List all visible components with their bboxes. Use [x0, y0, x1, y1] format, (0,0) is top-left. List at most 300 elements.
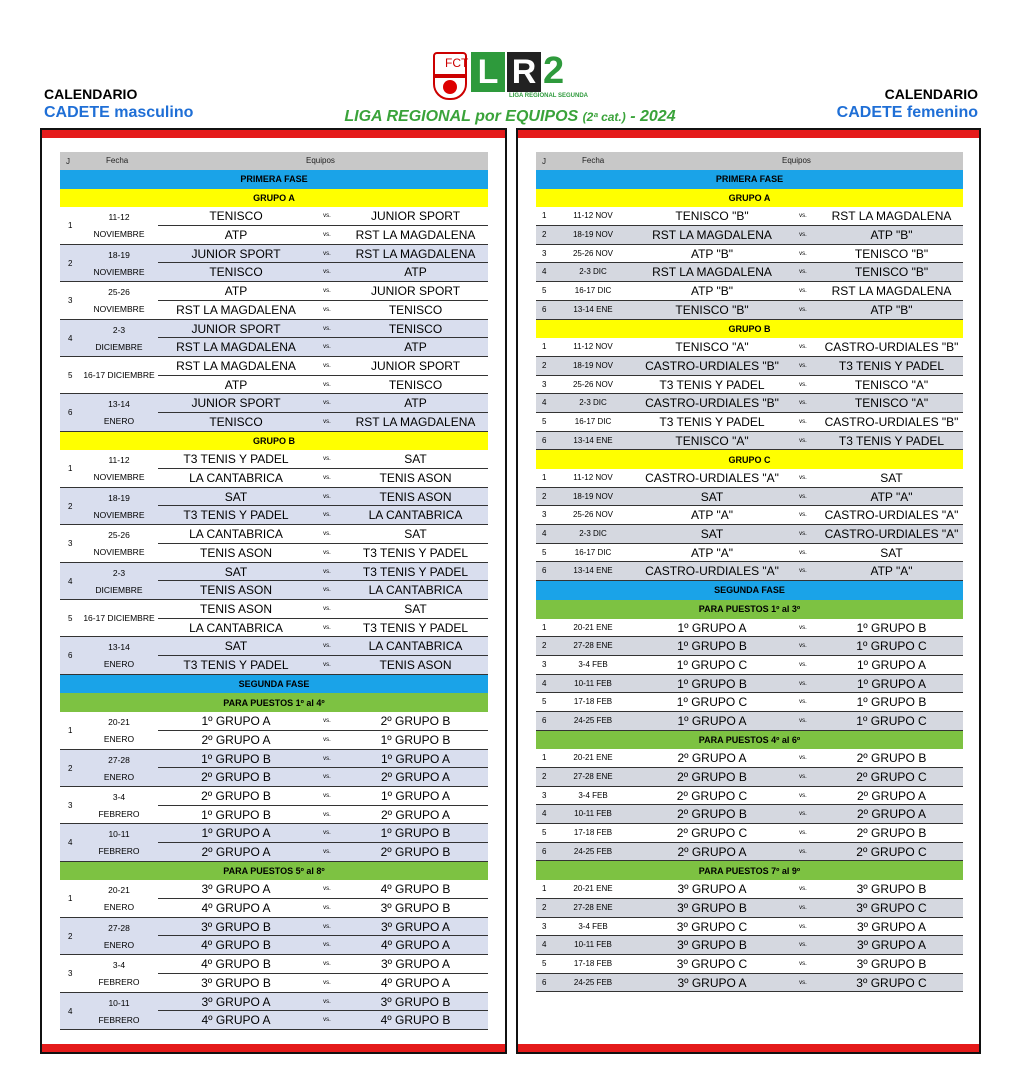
vs-label: vs. — [323, 718, 331, 725]
home-team: 3º GRUPO B — [201, 975, 271, 990]
matchday-date — [80, 714, 158, 748]
away-team: 2º GRUPO A — [380, 770, 451, 785]
match-row — [536, 338, 963, 357]
vs-label: vs. — [799, 512, 807, 519]
vs-label: vs. — [323, 213, 331, 220]
match-row — [536, 394, 963, 413]
vs-label: vs. — [799, 960, 807, 967]
matchday-date — [80, 565, 158, 599]
home-team: CASTRO-URDIALES "A" — [645, 471, 779, 485]
date-line: FEBRERO — [98, 808, 140, 819]
match-row — [158, 413, 488, 432]
match-row — [158, 525, 488, 544]
matchday-group — [60, 637, 488, 674]
away-team: SAT — [404, 527, 427, 542]
match-row — [158, 637, 488, 656]
match-row — [158, 600, 488, 619]
matchday-date: 17-18 FEB — [573, 958, 613, 968]
vs-label: vs. — [323, 512, 331, 519]
away-team: T3 TENIS Y PADEL — [838, 433, 945, 448]
match-row — [536, 749, 963, 768]
vs-label: vs. — [323, 998, 331, 1005]
home-team: SAT — [224, 639, 248, 654]
matchday-number: 4 — [542, 267, 547, 277]
vs-label: vs. — [323, 531, 331, 538]
matchday-number: 1 — [542, 884, 547, 894]
matchday-number: 5 — [542, 958, 547, 968]
away-team: 2º GRUPO B — [856, 751, 927, 766]
match-row — [536, 787, 963, 806]
match-row — [158, 918, 488, 937]
away-team: CASTRO-URDIALES "A" — [824, 508, 959, 523]
matchday-group — [60, 918, 488, 955]
home-team: TENISCO — [209, 265, 263, 280]
feminine-schedule-panel — [516, 128, 981, 1054]
matchday-date: 25-26 NOV — [572, 510, 614, 520]
match-row — [158, 357, 488, 376]
matchday-number: 6 — [542, 566, 547, 576]
vs-label: vs. — [323, 362, 331, 369]
match-row — [158, 880, 488, 899]
vs-label: vs. — [323, 325, 331, 332]
date-line: 2-3 — [112, 324, 126, 335]
home-team: TENISCO "A" — [675, 433, 749, 448]
vs-label: vs. — [799, 904, 807, 911]
matchday-date: 27-28 ENE — [573, 902, 613, 912]
away-team: LA CANTABRICA — [368, 583, 463, 598]
phase-header: SEGUNDA FASE — [60, 675, 488, 694]
match-row — [536, 432, 963, 451]
home-team: 1º GRUPO B — [677, 639, 747, 654]
match-row — [158, 974, 488, 993]
away-team: TENISCO — [388, 302, 443, 317]
date-line: FEBRERO — [98, 1014, 140, 1025]
vs-label: vs. — [323, 923, 331, 930]
away-team: 4º GRUPO A — [380, 975, 451, 990]
matchday-number: 2 — [542, 772, 547, 781]
matchday-number: 2 — [68, 258, 73, 268]
matchday-number: 6 — [542, 715, 547, 725]
matchday-number: 3 — [542, 659, 547, 669]
vs-label: vs. — [799, 680, 807, 687]
match-row — [536, 619, 963, 638]
matchday-group — [60, 787, 488, 824]
date-line: DICIEMBRE — [95, 584, 143, 595]
away-team: 1º GRUPO C — [856, 639, 927, 654]
matchday-group — [60, 563, 488, 600]
matchday-date — [80, 322, 158, 356]
matchday-date: 13-14 ENE — [573, 304, 613, 314]
date-line: 18-19 — [108, 249, 130, 260]
vs-label: vs. — [323, 568, 331, 575]
date-line: NOVIEMBRE — [93, 509, 145, 520]
away-team: 3º GRUPO A — [856, 938, 927, 953]
matchday-number: 1 — [68, 726, 73, 736]
match-row — [536, 469, 963, 488]
home-team: 2º GRUPO B — [677, 770, 747, 784]
away-team: 1º GRUPO B — [856, 695, 927, 710]
matchday-group — [60, 750, 488, 787]
matchday-date — [80, 396, 158, 430]
away-team: ATP — [404, 396, 427, 411]
left-calendar-label: CALENDARIO — [44, 86, 138, 102]
matchday-number: 2 — [542, 641, 547, 651]
vs-label: vs. — [323, 1017, 331, 1024]
match-row — [536, 899, 963, 918]
matchday-group — [60, 880, 488, 917]
vs-label: vs. — [799, 624, 807, 631]
match-row — [536, 675, 963, 694]
vs-label: vs. — [799, 381, 807, 388]
home-team: 2º GRUPO C — [676, 788, 748, 803]
matchday-group — [60, 824, 488, 861]
away-team: ATP "A" — [870, 564, 913, 579]
away-team: 3º GRUPO B — [856, 956, 927, 971]
matchday-date: 16-17 DIC — [574, 286, 612, 296]
home-team: TENIS ASON — [199, 601, 273, 616]
home-team: LA CANTABRICA — [189, 620, 283, 635]
matchday-number: 3 — [542, 248, 547, 258]
matchday-number: 5 — [542, 286, 547, 296]
home-team: TENISCO "A" — [675, 340, 749, 355]
home-team: 2º GRUPO A — [677, 844, 747, 859]
match-row — [536, 880, 963, 899]
home-team: ATP — [224, 228, 248, 243]
away-team: TENISCO "B" — [854, 246, 929, 261]
matchday-number: 1 — [68, 894, 73, 904]
vs-label: vs. — [323, 979, 331, 986]
match-row — [158, 768, 488, 787]
home-team: RST LA MAGDALENA — [652, 265, 772, 280]
date-line: 13-14 — [108, 642, 130, 653]
home-team: 3º GRUPO B — [677, 938, 747, 953]
right-calendar-label: CALENDARIO — [884, 86, 978, 102]
match-row — [158, 376, 488, 395]
match-row — [536, 955, 963, 974]
page-title: LIGA REGIONAL por EQUIPOS (2ª cat.) - 2024 — [344, 108, 676, 125]
masculine-schedule-table — [60, 152, 488, 1030]
vs-label: vs. — [323, 662, 331, 669]
vs-label: vs. — [799, 400, 807, 407]
away-team: TENIS ASON — [379, 489, 452, 504]
away-team: CASTRO-URDIALES "B" — [824, 340, 959, 355]
vs-label: vs. — [323, 549, 331, 556]
matchday-date: 24-25 FEB — [573, 715, 613, 725]
vs-label: vs. — [799, 643, 807, 650]
away-team: LA CANTABRICA — [368, 639, 463, 654]
vs-label: vs. — [323, 830, 331, 837]
home-team: T3 TENIS Y PADEL — [183, 508, 289, 523]
matchday-number: 3 — [542, 510, 547, 520]
matchday-number: 2 — [542, 491, 547, 501]
league-logo: FCT L R 2 LIGA REGIONAL SEGUNDA — [433, 52, 583, 102]
away-team: JUNIOR SPORT — [370, 284, 461, 299]
matchday-group — [60, 320, 488, 357]
matchday-date: 10-11 FEB — [574, 809, 612, 819]
match-row — [536, 918, 963, 937]
vs-label: vs. — [323, 250, 331, 257]
match-row — [158, 806, 488, 825]
match-row — [536, 207, 963, 226]
match-row — [158, 843, 488, 862]
vs-label: vs. — [799, 568, 807, 575]
vs-label: vs. — [799, 269, 807, 276]
vs-label: vs. — [799, 288, 807, 295]
matchday-date — [80, 527, 158, 561]
match-row — [536, 488, 963, 507]
home-team: 1º GRUPO C — [676, 657, 748, 672]
away-team: JUNIOR SPORT — [370, 358, 461, 373]
date-line: NOVIEMBRE — [93, 304, 145, 315]
federation-shield-icon: FCT — [433, 52, 467, 100]
matchday-number: 1 — [542, 753, 547, 763]
vs-label: vs. — [799, 830, 807, 837]
matchday-number: 6 — [68, 651, 73, 661]
away-team: 4º GRUPO B — [380, 882, 451, 897]
home-team: 3º GRUPO A — [677, 882, 747, 897]
home-team: ATP "B" — [690, 284, 734, 299]
matchday-date — [80, 789, 158, 823]
away-team: 2º GRUPO B — [380, 714, 451, 729]
matchday-number: 5 — [542, 547, 547, 557]
placement-header: PARA PUESTOS 7º al 9º — [536, 861, 963, 880]
matchday-date: 3-4 FEB — [578, 790, 608, 800]
home-team: ATP "B" — [690, 246, 734, 261]
away-team: 3º GRUPO C — [856, 975, 927, 990]
home-team: 2º GRUPO C — [676, 826, 748, 841]
away-team: LA CANTABRICA — [368, 508, 463, 523]
away-team: 3º GRUPO A — [380, 957, 451, 972]
match-row — [158, 450, 488, 469]
vs-label: vs. — [323, 400, 331, 407]
vs-label: vs. — [323, 269, 331, 276]
matchday-group — [60, 525, 488, 562]
vs-label: vs. — [323, 848, 331, 855]
match-row — [158, 544, 488, 563]
away-team: 1º GRUPO B — [380, 732, 451, 747]
away-team: TENISCO — [388, 377, 443, 392]
matchday-group — [60, 245, 488, 282]
away-team: 4º GRUPO A — [380, 938, 451, 953]
date-line: FEBRERO — [98, 977, 140, 988]
away-team: 2º GRUPO B — [856, 826, 927, 841]
match-row — [158, 282, 488, 301]
date-line: NOVIEMBRE — [93, 472, 145, 483]
vs-label: vs. — [323, 605, 331, 612]
home-team: RST LA MAGDALENA — [176, 340, 296, 355]
matchday-date: 18-19 NOV — [572, 491, 614, 501]
match-row — [536, 637, 963, 656]
match-row — [536, 263, 963, 282]
away-team: T3 TENIS Y PADEL — [838, 358, 945, 373]
home-team: 3º GRUPO A — [201, 882, 271, 897]
matchday-date: 24-25 FEB — [573, 977, 613, 987]
matchday-number: 5 — [542, 697, 547, 707]
away-team: 3º GRUPO B — [856, 882, 927, 897]
date-line: 13-14 — [108, 399, 130, 410]
home-team: JUNIOR SPORT — [191, 321, 281, 336]
matchday-number: 4 — [68, 838, 73, 848]
away-team: JUNIOR SPORT — [370, 209, 461, 224]
vs-label: vs. — [323, 811, 331, 818]
match-row — [536, 768, 963, 787]
matchday-number: 3 — [68, 800, 73, 810]
home-team: CASTRO-URDIALES "B" — [645, 358, 779, 373]
vs-label: vs. — [799, 811, 807, 818]
match-row — [158, 301, 488, 320]
matchday-number: 2 — [68, 501, 73, 511]
away-team: CASTRO-URDIALES "B" — [824, 414, 959, 429]
home-team: 1º GRUPO C — [676, 695, 748, 710]
matchday-number: 2 — [542, 360, 547, 370]
match-row — [158, 263, 488, 282]
match-row — [536, 282, 963, 301]
match-row — [158, 488, 488, 507]
home-team: TENISCO — [209, 415, 263, 430]
matchday-date: 20-21 ENE — [573, 884, 613, 894]
away-team: ATP "A" — [870, 489, 913, 504]
phase-header: PRIMERA FASE — [60, 170, 488, 189]
vs-label: vs. — [799, 232, 807, 239]
home-team: 2º GRUPO B — [201, 788, 271, 803]
vs-label: vs. — [799, 531, 807, 538]
vs-label: vs. — [799, 306, 807, 313]
vs-label: vs. — [799, 344, 807, 351]
matchday-date — [80, 247, 158, 281]
vs-label: vs. — [323, 475, 331, 482]
matchday-group — [60, 712, 488, 749]
matchday-number: 6 — [68, 408, 73, 418]
match-row — [536, 936, 963, 955]
home-team: 4º GRUPO B — [201, 938, 271, 953]
date-line: 18-19 — [108, 492, 130, 503]
home-team: 4º GRUPO B — [201, 957, 271, 972]
date-line: ENERO — [103, 734, 135, 745]
away-team: ATP — [404, 340, 427, 355]
match-row — [536, 301, 963, 320]
match-row — [536, 525, 963, 544]
away-team: RST LA MAGDALENA — [355, 228, 476, 243]
home-team: 3º GRUPO B — [677, 900, 747, 915]
home-team: 4º GRUPO A — [201, 1013, 271, 1028]
date-line: DICIEMBRE — [95, 341, 143, 352]
matchday-date: 20-21 ENE — [573, 622, 613, 632]
match-row — [536, 843, 963, 862]
match-row — [158, 936, 488, 955]
match-row — [158, 656, 488, 675]
vs-label: vs. — [799, 774, 807, 780]
match-row — [158, 338, 488, 357]
placement-header: PARA PUESTOS 5º al 8º — [60, 862, 488, 881]
home-team: 2º GRUPO A — [201, 844, 271, 859]
away-team: ATP — [404, 265, 427, 280]
away-team: 1º GRUPO A — [856, 676, 927, 691]
vs-label: vs. — [799, 942, 807, 949]
away-team: ATP "B" — [870, 302, 913, 317]
home-team: RST LA MAGDALENA — [652, 228, 772, 243]
matchday-date: 3-4 FEB — [578, 921, 608, 931]
home-team: 1º GRUPO A — [201, 714, 271, 729]
away-team: T3 TENIS Y PADEL — [362, 564, 469, 579]
vs-label: vs. — [799, 250, 807, 257]
home-team: T3 TENIS Y PADEL — [183, 658, 289, 673]
match-row — [536, 376, 963, 395]
matchday-group — [60, 488, 488, 525]
home-team: 1º GRUPO B — [201, 807, 271, 822]
match-row — [536, 712, 963, 731]
left-category-label: CADETE masculino — [44, 104, 194, 121]
home-team: T3 TENIS Y PADEL — [659, 377, 765, 392]
masculine-schedule-panel — [40, 128, 507, 1054]
away-team: RST LA MAGDALENA — [355, 415, 476, 430]
matchday-number: 3 — [68, 539, 73, 549]
matchday-number: 6 — [542, 304, 547, 314]
matchday-date — [80, 610, 158, 627]
vs-label: vs. — [323, 493, 331, 500]
away-team: ATP "B" — [870, 228, 913, 243]
date-line: 3-4 — [112, 960, 126, 971]
away-team: 1º GRUPO A — [856, 657, 927, 672]
away-team: SAT — [880, 545, 903, 560]
away-team: 3º GRUPO A — [856, 919, 927, 934]
vs-label: vs. — [799, 755, 807, 762]
match-row — [536, 974, 963, 993]
vs-label: vs. — [323, 306, 331, 313]
home-team: LA CANTABRICA — [189, 527, 283, 542]
matchday-number: 4 — [542, 529, 547, 539]
matchday-date — [80, 826, 158, 860]
date-line: 16-17 DICIEMBRE — [83, 612, 155, 623]
home-team: T3 TENIS Y PADEL — [659, 414, 765, 429]
away-team: 2º GRUPO C — [856, 770, 927, 784]
match-row — [158, 245, 488, 264]
date-line: 10-11 — [108, 997, 130, 1008]
vs-label: vs. — [799, 418, 807, 425]
home-team: ATP "A" — [690, 508, 734, 523]
home-team: 1º GRUPO B — [677, 676, 747, 691]
matchday-group — [60, 993, 488, 1030]
home-team: 3º GRUPO C — [676, 919, 748, 934]
matchday-number: 4 — [542, 940, 547, 950]
away-team: CASTRO-URDIALES "A" — [824, 527, 959, 542]
date-line: 27-28 — [108, 754, 130, 765]
home-team: 2º GRUPO A — [677, 751, 747, 766]
matchday-number: 4 — [68, 333, 73, 343]
date-line: 2-3 — [112, 567, 126, 578]
vs-label: vs. — [799, 549, 807, 556]
home-team: JUNIOR SPORT — [191, 246, 281, 261]
home-team: 1º GRUPO A — [201, 826, 271, 841]
vs-label: vs. — [799, 475, 807, 481]
matchday-number: 6 — [542, 846, 547, 856]
home-team: T3 TENIS Y PADEL — [183, 452, 289, 467]
phase-header: PRIMERA FASE — [536, 170, 963, 189]
matchday-date — [80, 490, 158, 524]
home-team: 2º GRUPO B — [201, 770, 271, 785]
matchday-group — [60, 207, 488, 244]
away-team: TENISCO "B" — [854, 265, 929, 280]
matchday-date — [80, 882, 158, 916]
date-line: 10-11 — [108, 829, 130, 840]
vs-label: vs. — [799, 362, 807, 369]
vs-label: vs. — [323, 624, 331, 631]
matchday-number: 1 — [542, 473, 547, 482]
matchday-number: 1 — [542, 622, 547, 632]
home-team: CASTRO-URDIALES "B" — [645, 396, 779, 411]
match-row — [536, 562, 963, 581]
vs-label: vs. — [799, 979, 807, 986]
date-line: NOVIEMBRE — [93, 266, 145, 277]
